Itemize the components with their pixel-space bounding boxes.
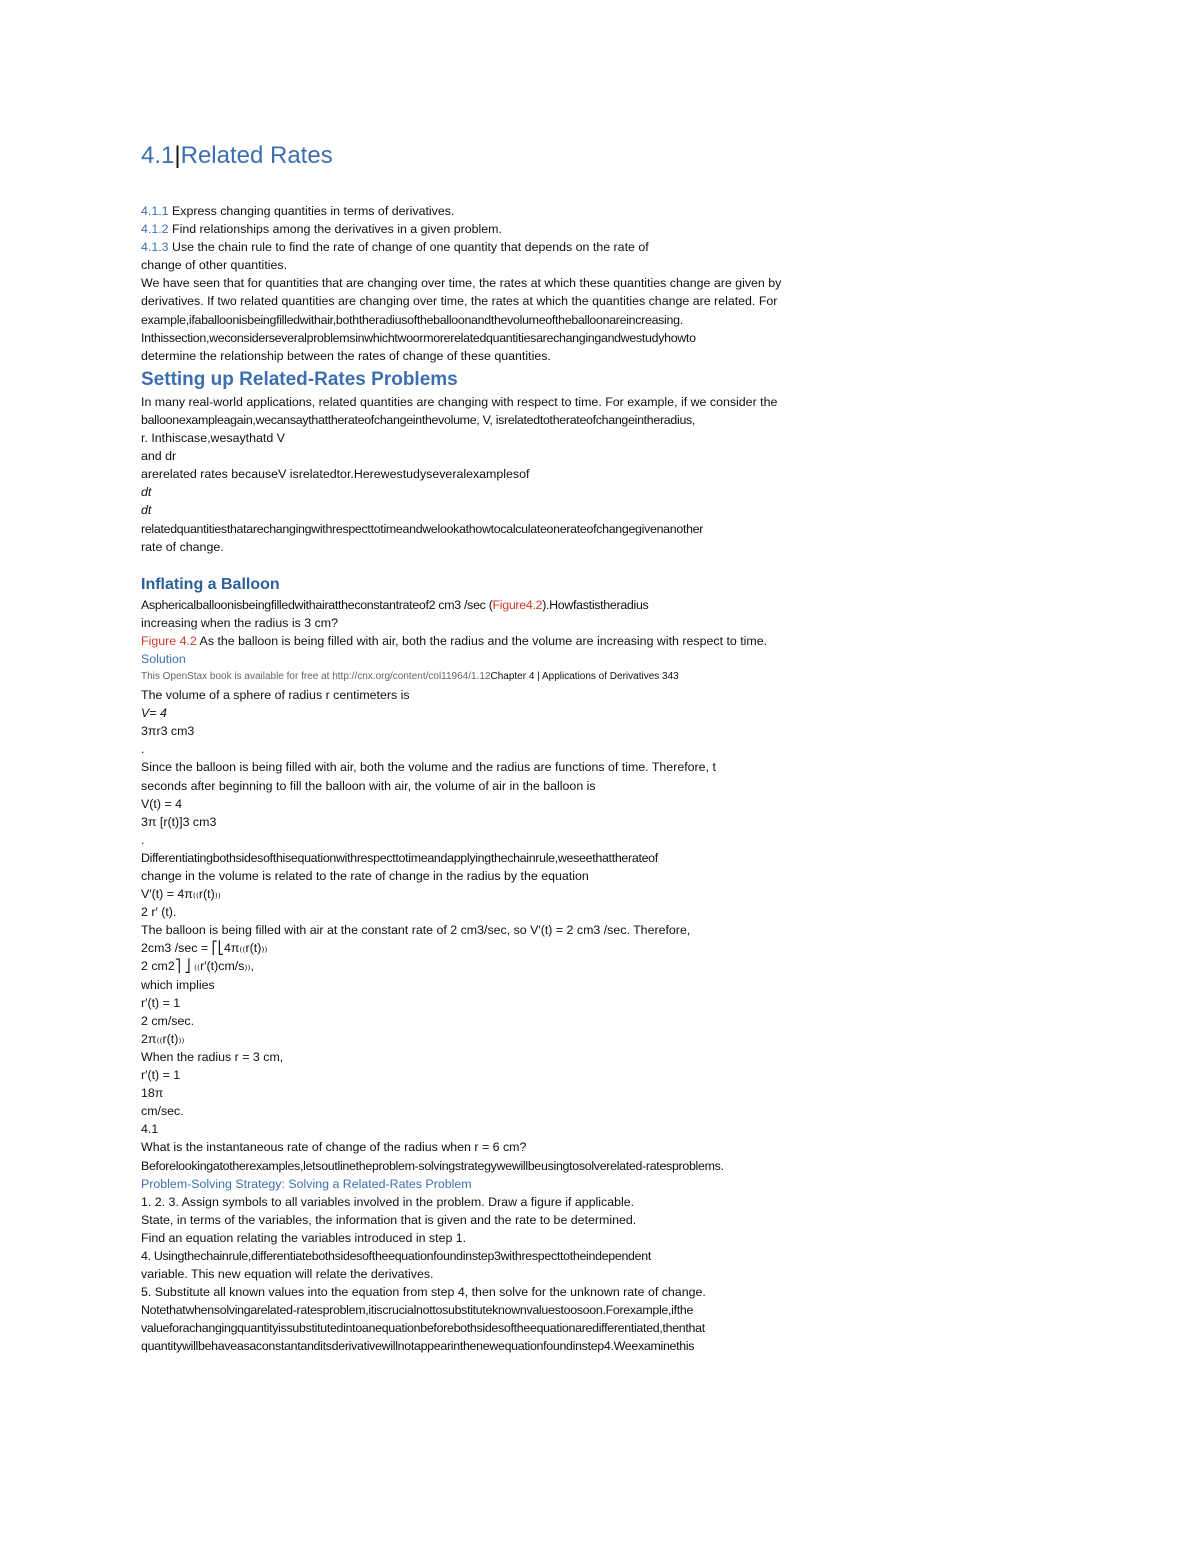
equation-line: 2π₍₍r(t)₎₎ xyxy=(141,1031,185,1046)
text-line: example,ifaballoonisbeingfilledwithair,boththeradiusoftheballoonandthevolumeoftheballoonareincreasing. xyxy=(141,312,683,327)
problem-statement xyxy=(141,596,871,614)
equation-line: 3πr3 cm3 xyxy=(141,724,195,739)
objective-text: Find relationships among the derivatives in a given problem. xyxy=(168,222,502,237)
strategy-line: 1. 2. 3. Assign symbols to all variables involved in the problem. Draw a figure if applicable. xyxy=(141,1194,635,1209)
text-line: Inthissection,weconsiderseveralproblemsinwhichtwoormorerelatedquantitiesarechangingandwestudyhowto xyxy=(141,330,696,345)
strategy-line: 5. Substitute all known values into the equation from step 4, then solve for the unknown rate of change. xyxy=(141,1285,706,1300)
equation-line: r′(t) = 1 xyxy=(141,995,181,1010)
solution-line: Beforelookingatotherexamples,letsoutlinetheproblem-solvingstrategywewillbeusingtosolverelated-ratesproblems. xyxy=(141,1158,724,1173)
text-line: dt xyxy=(141,485,152,500)
solution-line: Since the balloon is being filled with air, both the volume and the radius are functions of time. Therefore, t xyxy=(141,760,716,775)
document-page xyxy=(141,140,871,1356)
solution-line: Differentiatingbothsidesofthisequationwithrespecttotimeandapplyingthechainrule,weseethattherateof xyxy=(141,850,658,865)
equation-line: V(t) = 4 xyxy=(141,796,182,811)
strategy-line: variable. This new equation will relate the derivatives. xyxy=(141,1267,434,1282)
section-number: 4.1 xyxy=(141,142,175,169)
solution-line: The volume of a sphere of radius r centimeters is xyxy=(141,688,410,703)
objective-text: Express changing quantities in terms of derivatives. xyxy=(168,204,455,218)
strategy-line: Find an equation relating the variables introduced in step 1. xyxy=(141,1230,467,1245)
strategy-line: 4. Usingthechainrule,differentiatebothsidesoftheequationfoundinstep3withrespecttotheindependent xyxy=(141,1248,651,1263)
text-line: dt xyxy=(141,503,152,518)
equation-line: V′(t) = 4π₍₍r(t)₎₎ xyxy=(141,887,221,902)
section-title xyxy=(141,140,871,172)
solution-body xyxy=(141,686,871,1175)
objective-text: Use the chain rule to find the rate of change of one quantity that depends on the rate of xyxy=(168,240,649,255)
equation-line: . xyxy=(141,742,145,757)
text-line: In many real-world applications, related quantities are changing with respect to time. For example, if we consider the xyxy=(141,394,778,409)
solution-line: When the radius r = 3 cm, xyxy=(141,1049,284,1064)
objective-number: 4.1.2 xyxy=(141,222,169,237)
title-separator: | xyxy=(174,142,181,169)
figure-link[interactable]: Figure4.2 xyxy=(492,597,543,612)
text-line: determine the relationship between the rates of change of these quantities. xyxy=(141,348,551,363)
text-line: relatedquantitiesthatarechangingwithrespecttotimeandwelookathowtocalculateonerateofchangegivenanother xyxy=(141,521,704,536)
objective-number: 4.1.3 xyxy=(141,240,169,255)
solution-label: Solution xyxy=(141,651,186,666)
problem-text-line: increasing when the radius is 3 cm? xyxy=(141,615,338,630)
footer-link-text: This OpenStax book is available for free at http://cnx.org/content/col11964/1.12 xyxy=(141,671,491,683)
figure-label: Figure 4.2 xyxy=(141,633,197,648)
equation-line: V= 4 xyxy=(141,706,167,721)
equation-line: cm/sec. xyxy=(141,1104,184,1119)
problem-text: Asphericalballoonisbeingfilledwithairattheconstantrateof2 cm3 /sec ( xyxy=(141,597,493,612)
objective-item xyxy=(141,220,871,238)
equation-line: 18π xyxy=(141,1086,164,1101)
page-footer xyxy=(141,668,871,686)
strategy-heading: Problem-Solving Strategy: Solving a Related-Rates Problem xyxy=(141,1176,472,1191)
problem-text: ).Howfastistheradius xyxy=(542,597,649,612)
strategy-body xyxy=(141,1193,871,1356)
text-line: derivatives. If two related quantities are changing over time, the rates at which the quantities change are related. For xyxy=(141,294,778,309)
equation-line: 3π [r(t)]3 cm3 xyxy=(141,814,217,829)
strategy-line: valueforachangingquantityissubstitutedintoanequationbeforebothsidesoftheequationaredifferentiated,thenthat xyxy=(141,1321,705,1336)
figure-caption xyxy=(141,632,871,650)
solution-line: which implies xyxy=(141,977,215,992)
text-line: We have seen that for quantities that are changing over time, the rates at which these quantities change are given by xyxy=(141,276,782,291)
text-line: rate of change. xyxy=(141,539,224,554)
footer-chapter: Chapter 4 | Applications of Derivatives 343 xyxy=(490,671,679,683)
section-paragraph xyxy=(141,393,871,556)
learning-objectives xyxy=(141,202,871,256)
section-heading: Setting up Related-Rates Problems xyxy=(141,368,458,390)
text-line: arerelated rates becauseV isrelatedtor.Herewestudyseveralexamplesof xyxy=(141,467,530,482)
checkpoint-number: 4.1 xyxy=(141,1122,159,1137)
text-line: balloonexampleagain,wecansaythattherateofchangeinthevolume, V, isrelatedtotherateofchangeintheradius, xyxy=(141,412,696,427)
objective-item xyxy=(141,202,871,220)
solution-line: The balloon is being filled with air at the constant rate of 2 cm3/sec, so V′(t) = 2 cm3 /sec. Therefore, xyxy=(141,923,691,938)
equation-line: r′(t) = 1 xyxy=(141,1068,181,1083)
objective-item xyxy=(141,238,871,256)
equation-line: 2 cm/sec. xyxy=(141,1013,195,1028)
equation-line: . xyxy=(141,832,145,847)
text-line: r. Inthiscase,wesaythatd V xyxy=(141,431,285,446)
intro-paragraph xyxy=(141,256,871,365)
solution-line: change in the volume is related to the rate of change in the radius by the equation xyxy=(141,869,589,883)
objective-number: 4.1.1 xyxy=(141,204,169,218)
text-line: and dr xyxy=(141,449,177,464)
strategy-line: quantitywillbehaveasaconstantanditsderivativewillnotappearinthenewequationfoundinstep4.Weexaminethis xyxy=(141,1339,695,1354)
equation-line: 2cm3 /sec = ⎡⎣4π₍₍r(t)₎₎ xyxy=(141,941,268,956)
equation-line: 2 r′ (t). xyxy=(141,905,177,920)
figure-caption-text: As the balloon is being filled with air, both the radius and the volume are increasing with respect to time. xyxy=(196,633,768,648)
text-line: change of other quantities. xyxy=(141,258,288,273)
solution-line: seconds after beginning to fill the balloon with air, the volume of air in the balloon is xyxy=(141,778,596,793)
checkpoint-question: What is the instantaneous rate of change of the radius when r = 6 cm? xyxy=(141,1140,527,1155)
equation-line: 2 cm2⎤ ⎦ ₍₍r′(t)cm/s₎₎, xyxy=(141,959,254,974)
example-heading: Inflating a Balloon xyxy=(141,575,280,593)
strategy-line: State, in terms of the variables, the information that is given and the rate to be determined. xyxy=(141,1212,637,1227)
strategy-line: Notethatwhensolvingarelated-ratesproblem,itiscrucialnottosubstituteknownvaluestoosoon.Forexample,ifthe xyxy=(141,1303,694,1318)
section-title-text: Related Rates xyxy=(180,142,333,169)
